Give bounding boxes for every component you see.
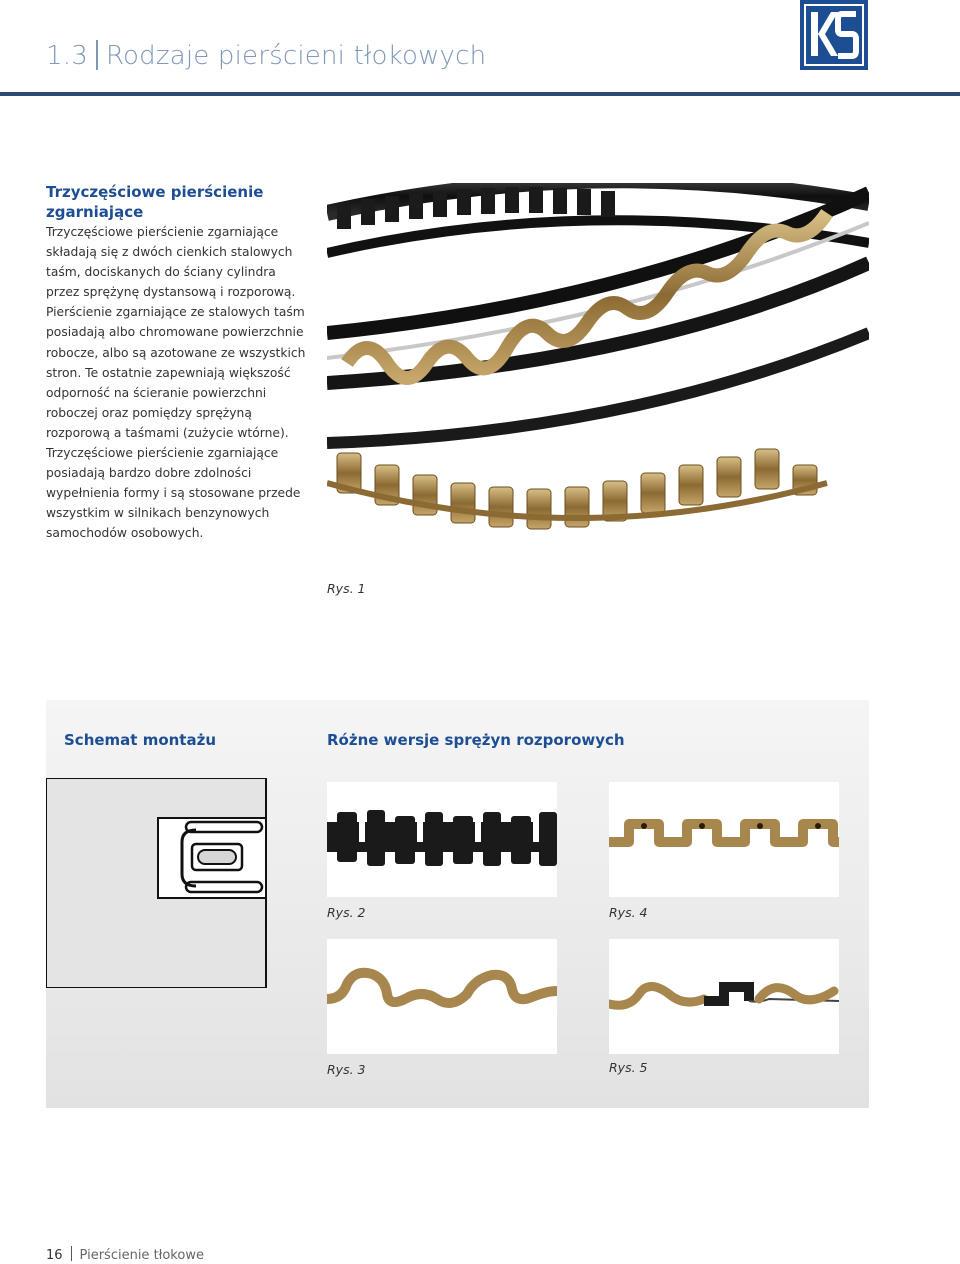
body-line: Trzyczęściowe pierścienie zgarniające — [46, 225, 279, 239]
body-line: rozporową a taśmami (zużycie wtórne). — [46, 425, 289, 440]
body-line: robocze, albo są azotowane ze wszystkich — [46, 345, 306, 360]
body-line: posiadają albo chromowane powierzchnie — [46, 325, 304, 340]
header-rule — [0, 92, 960, 96]
body-line: odporność na ścieranie powierzchni — [46, 385, 267, 400]
figure-1-photo — [327, 183, 869, 573]
figure-1-caption: Rys. 1 — [327, 581, 366, 596]
mixed-spring-illustration — [609, 939, 839, 1054]
ks-logo-icon — [800, 0, 868, 70]
ks-logo — [800, 0, 868, 70]
article-heading-line: zgarniające — [46, 203, 144, 221]
body-line: wszystkim w silnikach benzynowych — [46, 506, 270, 521]
body-line: Pierścienie zgarniające ze stalowych taśm — [46, 305, 305, 320]
section-number: 1.3 — [46, 41, 88, 71]
title-separator — [96, 40, 98, 70]
piston-ring-illustration — [327, 183, 869, 573]
page-footer — [46, 1246, 204, 1263]
article-heading-line: Trzyczęściowe pierścienie — [46, 183, 264, 201]
figure-4-caption: Rys. 4 — [609, 905, 648, 920]
wave-spring-illustration — [327, 939, 557, 1054]
spring-photo-4 — [609, 782, 839, 897]
figure-2-caption: Rys. 2 — [327, 905, 366, 920]
mounting-diagram-drawing — [46, 778, 314, 988]
mounting-diagram — [46, 778, 314, 988]
page-title — [46, 40, 486, 71]
body-line: Trzyczęściowe pierścienie zgarniające — [46, 446, 279, 461]
figure-3-caption: Rys. 3 — [327, 1062, 366, 1077]
spring-photo-5 — [609, 939, 839, 1054]
article-body — [46, 222, 314, 544]
mounting-scheme-heading: Schemat montażu — [64, 731, 217, 749]
article-heading — [46, 182, 286, 222]
body-line: roboczej oraz pomiędzy sprężyną — [46, 405, 252, 420]
footer-separator — [71, 1246, 72, 1261]
page-number: 16 — [46, 1248, 63, 1263]
body-line: stron. Te ostatnie zapewniają większość — [46, 365, 291, 380]
body-line: wypełnienia formy i są stosowane przede — [46, 486, 301, 501]
figure-5-caption: Rys. 5 — [609, 1060, 648, 1075]
bronze-spring-illustration — [609, 782, 839, 897]
spring-versions-heading: Różne wersje sprężyn rozporowych — [327, 731, 625, 749]
body-line: posiadają bardzo dobre zdolności — [46, 466, 252, 481]
body-line: taśm, dociskanych do ściany cylindra — [46, 265, 276, 280]
section-title: Rodzaje pierścieni tłokowych — [105, 41, 487, 71]
spring-photo-3 — [327, 939, 557, 1054]
dark-spring-illustration — [327, 782, 557, 897]
body-line: samochodów osobowych. — [46, 526, 204, 541]
footer-title: Pierścienie tłokowe — [79, 1248, 204, 1263]
body-line: składają się z dwóch cienkich stalowych — [46, 245, 293, 260]
spring-photo-2 — [327, 782, 557, 897]
body-line: przez sprężynę dystansową i rozporową. — [46, 285, 296, 300]
